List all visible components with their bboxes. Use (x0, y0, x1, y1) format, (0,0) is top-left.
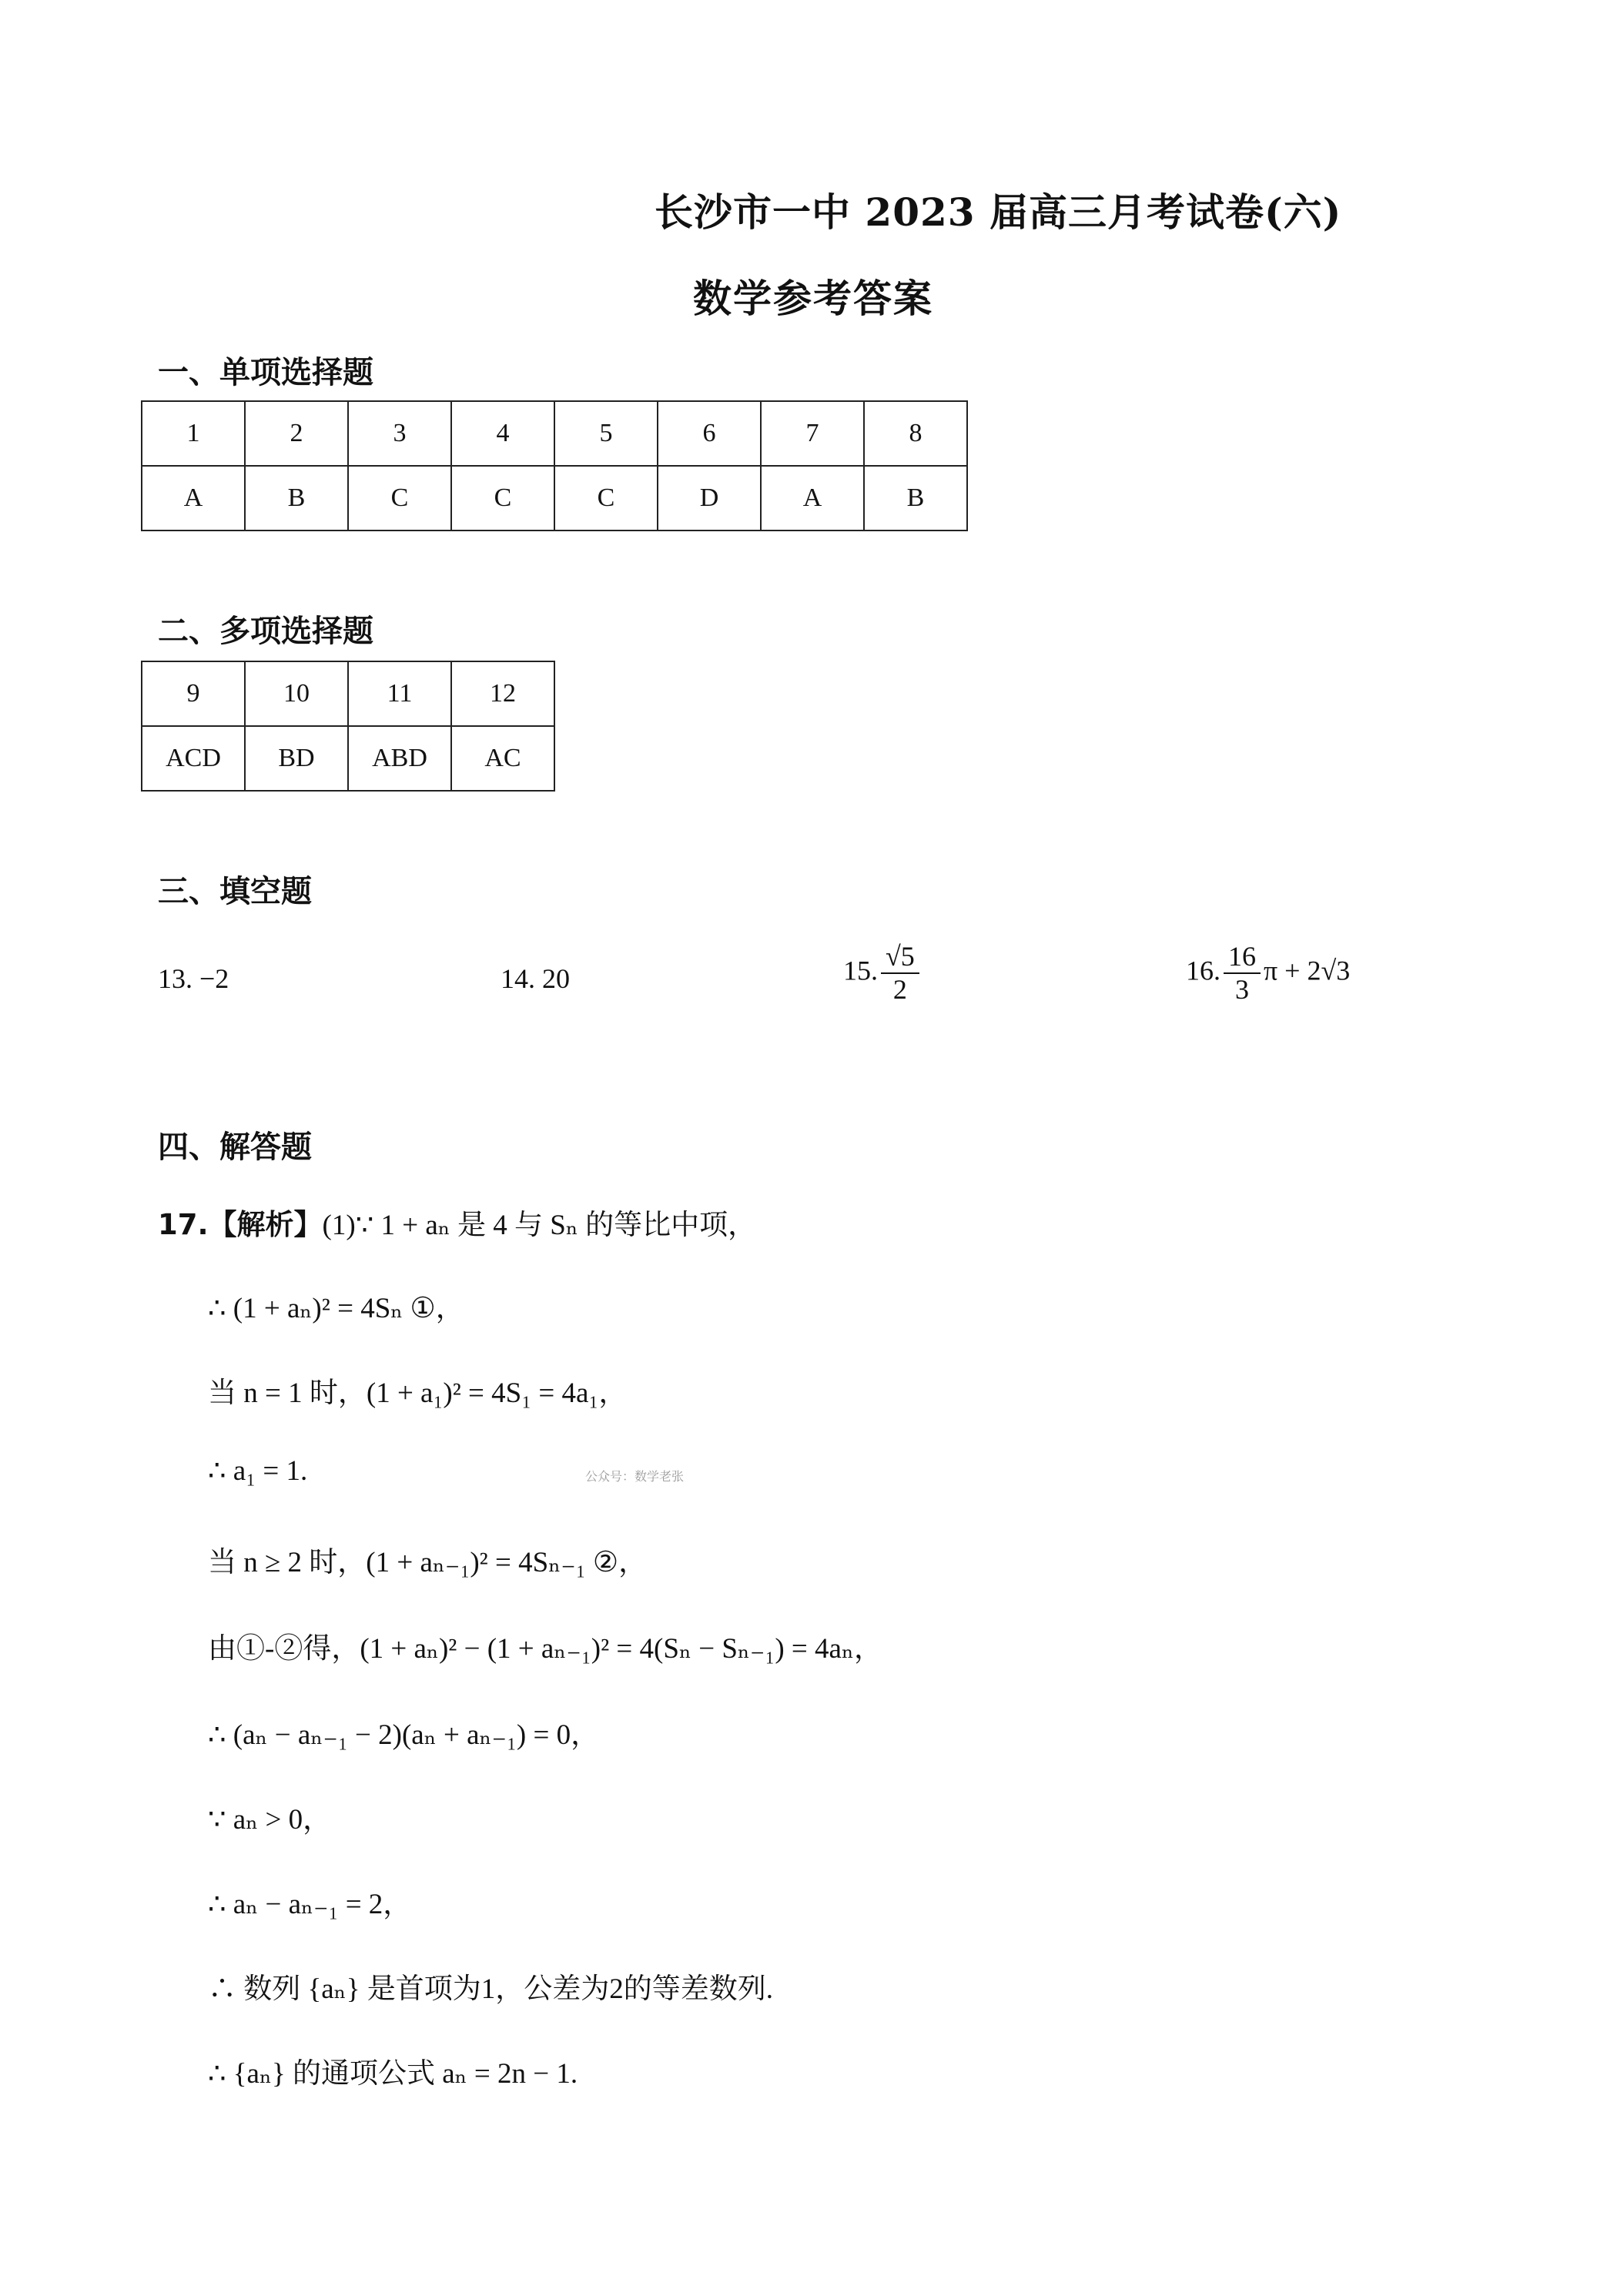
question-number: 1 (142, 401, 245, 466)
answer-cell: C (554, 466, 658, 530)
answer-cell: D (658, 466, 761, 530)
fraction-denominator: 3 (1235, 974, 1249, 1006)
answer-cell: A (761, 466, 864, 530)
answer-cell: B (245, 466, 348, 530)
question-number: 2 (245, 401, 348, 466)
solution-line: ∴ aₙ − aₙ₋₁ = 2， (208, 1889, 412, 1920)
question-number: 5 (554, 401, 658, 466)
question-number: 3 (348, 401, 451, 466)
solution-text: (1)∵ 1 + aₙ 是 4 与 Sₙ 的等比中项， (322, 1210, 757, 1241)
answer-cell: C (348, 466, 451, 530)
table-row (142, 661, 554, 726)
answer-cell: ACD (142, 726, 245, 791)
solution-line: ∴ 数列 {aₙ} 是首项为1，公差为2的等差数列. (208, 1973, 773, 2005)
solution-line: 当 n ≥ 2 时，(1 + aₙ₋₁)² = 4Sₙ₋₁ ②， (208, 1547, 648, 1578)
solution-line: ∴ (1 + aₙ)² = 4Sₙ ①， (208, 1293, 464, 1324)
answer-16 (1186, 941, 1350, 1006)
answer-16-tail: π + 2√3 (1264, 955, 1351, 986)
answer-15 (843, 941, 922, 1006)
solution-line: ∵ aₙ > 0， (208, 1804, 332, 1836)
answer-cell: ABD (348, 726, 451, 791)
watermark (757, 592, 875, 741)
section-heading-single-choice: 一、单项选择题 (158, 355, 373, 390)
answer-13: 13. −2 (158, 963, 229, 994)
solution-line: ∴ a₁ = 1. (208, 1455, 308, 1487)
fraction-numerator: √5 (881, 941, 919, 974)
question-number: 4 (451, 401, 554, 466)
question-number: 10 (245, 661, 348, 726)
question-number: 8 (864, 401, 967, 466)
question-number: 11 (348, 661, 451, 726)
page-title: 长沙市一中 2023 届高三月考试卷(六) (655, 189, 1342, 235)
table-row (142, 726, 554, 791)
answer-cell: C (451, 466, 554, 530)
question-number: 7 (761, 401, 864, 466)
answer-15-label: 15. (843, 955, 878, 986)
question-17-label: 17.【解析】 (158, 1208, 323, 1241)
answer-14: 14. 20 (501, 963, 570, 994)
section-heading-solutions: 四、解答题 (158, 1130, 312, 1165)
answer-cell: B (864, 466, 967, 530)
solution-line: ∴ {aₙ} 的通项公式 aₙ = 2n − 1. (208, 2058, 578, 2090)
fraction-numerator: 16 (1224, 941, 1261, 974)
answer-cell: A (142, 466, 245, 530)
solution-line: 当 n = 1 时，(1 + a₁)² = 4S₁ = 4a₁， (208, 1377, 628, 1409)
answer-cell: AC (451, 726, 554, 791)
solution-line: ∴ (aₙ − aₙ₋₁ − 2)(aₙ + aₙ₋₁) = 0， (208, 1719, 600, 1751)
table-row (142, 401, 967, 466)
multiple-choice-answer-table (141, 661, 555, 792)
answer-16-label: 16. (1186, 955, 1221, 986)
solution-line: 由①-②得，(1 + aₙ)² − (1 + aₙ₋₁)² = 4(Sₙ − Sₙ₋₁) = 4aₙ， (208, 1633, 882, 1665)
question-number: 6 (658, 401, 761, 466)
page-subtitle: 数学参考答案 (693, 276, 933, 321)
fraction-denominator: 2 (892, 974, 907, 1006)
table-row (142, 466, 967, 530)
question-number: 12 (451, 661, 554, 726)
answer-cell: BD (245, 726, 348, 791)
fraction (1224, 941, 1261, 1006)
section-heading-multiple-choice: 二、多项选择题 (158, 614, 373, 649)
watermark-stamp: 公众号：数学老张 (585, 1469, 685, 1484)
single-choice-answer-table (141, 400, 968, 531)
question-number: 9 (142, 661, 245, 726)
fraction (881, 941, 919, 1006)
section-heading-fill-blank: 三、填空题 (158, 874, 312, 909)
solution-line (158, 1201, 756, 1243)
